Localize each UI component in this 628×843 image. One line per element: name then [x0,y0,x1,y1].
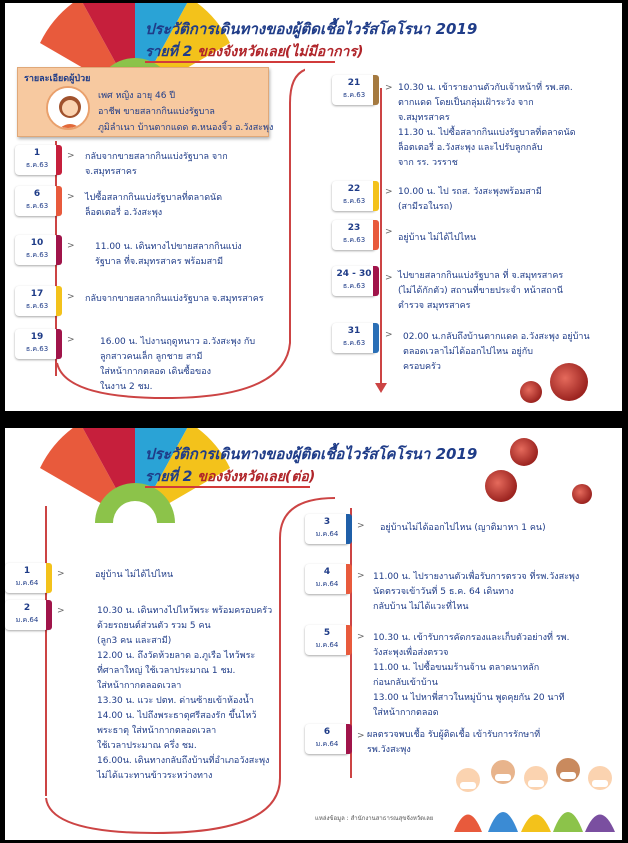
chevron-icon: > [67,335,75,345]
date-badge: 21 ธ.ค.63 [332,75,376,105]
chevron-icon: > [57,569,65,579]
event-text: กลับจากขายสลากกินแบ่งรัฐบาล จ.สมุทรสาคร [85,294,264,304]
chevron-icon: > [385,227,393,237]
chevron-icon: > [357,521,365,531]
date-badge: 5 ม.ค.64 [305,625,349,655]
virus-icon [510,438,538,466]
subtitle-main: ของจังหวัดเลย(ต่อ) [197,469,316,485]
chevron-icon: > [67,151,75,161]
date-badge: 2 ม.ค.64 [5,600,49,630]
chevron-icon: > [385,83,393,93]
virus-icon [485,470,517,502]
event-text: 11.00 น. ไปรายงานตัวเพื่อรับการตรวจ ที่รพ.วังสะพุง นัดตรวจเข้าวันที่ 5 ธ.ค. 64 เดินทาง กลับบ้าน ไม่ได้แวะที่ไหน [373,572,580,612]
date-badge: 3 ม.ค.64 [305,514,349,544]
source-credit: แหล่งข้อมูล : สำนักงานสาธารณสุขจังหวัดเลย [315,815,434,822]
event-text: 10.00 น. ไป รถส. วังสะพุงพร้อมสามี (สามีรอในรถ) [398,187,542,212]
date-badge: 31 ธ.ค.63 [332,323,376,353]
event-text: 16.00 น. ไปงานฤดูหนาว อ.วังสะพุง กับ ลูกสาวคนเล็ก ลูกชาย สามี ใส่หน้ากากตลอด เดินซื้อของ ในงาน 2 ชม. [100,337,256,392]
chevron-icon: > [357,571,365,581]
event-text: กลับจากขายสลากกินแบ่งรัฐบาล จาก จ.สมุทรสาคร [85,152,228,177]
chevron-icon: > [357,632,365,642]
timeline-panel-1 [5,3,622,411]
event-text: ผลตรวจพบเชื้อ รับผู้ติดเชื้อ เข้ารับการรักษาที่ รพ.วังสะพุง [367,730,541,755]
date-badge: 1 ม.ค.64 [5,563,49,593]
timeline-arrow-icon [375,383,387,393]
patient-hometown: ภูมิลำเนา บ้านตากแดด ต.หนองจิ้ว อ.วังสะพุง [98,123,274,133]
date-badge: 22 ธ.ค.63 [332,181,376,211]
date-badge: 19 ธ.ค.63 [15,329,59,359]
page-subtitle [145,41,363,63]
page-title: ประวัติการเดินทางของผู้ติดเชื้อไวรัสโคโรนา 2019 [145,445,478,463]
subtitle-prefix: รายที่ 2 [145,469,198,485]
date-badge: 10 ธ.ค.63 [15,235,59,265]
date-badge: 1 ธ.ค.63 [15,145,59,175]
event-text: อยู่บ้าน ไม่ได้ไปไหน [95,570,174,580]
date-badge: 23 ธ.ค.63 [332,220,376,250]
chevron-icon: > [385,187,393,197]
subtitle-main: ของจังหวัดเลย(ไม่มีอาการ) [197,44,364,60]
chevron-icon: > [57,606,65,616]
page-title: ประวัติการเดินทางของผู้ติดเชื้อไวรัสโคโรนา 2019 [145,20,478,38]
event-text: 10.30 น. เดินทางไปไหว้พระ พร้อมครอบครัว ด้วยรถยนต์ส่วนตัว รวม 5 คน (ลูก3 คน และสามี) 12.00 น. ถึงวัดห้วยลาด อ.ภูเรือ ไหว้พระ ที่ศาลาใหญ่ ใช้เวลาประมาณ 1 ชม. ใส่หน้ากากตลอดเวลา 13.30 น. แวะ ปตท. ด่านซ้ายเข้าห้องน้ำ 14.00 น. ไปถึงพระธาตุศรีสองรัก ขึ้นไหว้ พระธาตุ ใส่หน้ากากตลอดเวลา ใช้เวลาประมาณ ครึ่ง ชม. 16.00น. เดินทางกลับถึงบ้านที่อำเภอวังสะพุง ไม่ได้แวะทานข้าวระหว่างทาง [97,606,273,781]
timeline-line-right [380,88,382,388]
people-in-masks-illustration [448,742,618,832]
timeline-panel-2 [5,428,622,840]
date-badge: 6 ธ.ค.63 [15,186,59,216]
event-text: อยู่บ้านไม่ได้ออกไปไหน (ญาติมาหา 1 คน) [380,523,546,533]
event-text: 11.00 น. เดินทางไปขายสลากกินแบ่ง รัฐบาล ที่จ.สมุทรสาคร พร้อมสามี [95,242,242,267]
virus-icon [572,484,592,504]
date-badge: 4 ม.ค.64 [305,564,349,594]
chevron-icon: > [67,241,75,251]
event-text: 10.30 น. เข้ารายงานตัวกับเจ้าหน้าที่ รพ.สต. ตากแดด โดยเป็นกลุ่มเฝ้าระวัง จาก จ.สมุทรสาคร 11.30 น. ไปซื้อสลากกินแบ่งรัฐบาลที่ตลาดนัด ล็อตเตอรี่ อ.วังสะพุง และไปรับลูกกลับ จาก รร. วรราช [398,83,576,168]
event-text: ไปขายสลากกินแบ่งรัฐบาล ที่ จ.สมุทรสาคร (ไม่ได้กักตัว) สถานที่ขายประจำ หน้าสถานี ตำรวจ สมุทรสาคร [398,271,564,311]
virus-icon [550,363,588,401]
date-badge: 6 ม.ค.64 [305,724,349,754]
virus-icon [520,381,542,403]
chevron-icon: > [385,330,393,340]
subtitle-prefix: รายที่ 2 [145,44,198,60]
chevron-icon: > [357,731,365,741]
date-badge: 24 - 30 ธ.ค.63 [332,266,376,296]
patient-occupation: อาชีพ ขายสลากกินแบ่งรัฐบาล [98,107,215,117]
event-text: อยู่บ้าน ไม่ได้ไปไหน [398,233,477,243]
chevron-icon: > [67,292,75,302]
patient-info-header: รายละเอียดผู้ป่วย [24,74,91,84]
chevron-icon: > [67,192,75,202]
event-text: 10.30 น. เข้ารับการคัดกรองและเก็บตัวอย่างที่ รพ. วังสะพุงเพื่อส่งตรวจ 11.00 น. ไปซื้อขนมร้านจ้าน ตลาดนาหลัก ก่อนกลับเข้าบ้าน 13.00 น ไปหาพี่สาวในหมู่บ้าน พูดคุยกัน 20 นาที ใส่หน้ากากตลอด [373,633,570,718]
chevron-icon: > [385,273,393,283]
patient-gender-age: เพศ หญิง อายุ 46 ปี [98,91,176,101]
event-text: ไปซื้อสลากกินแบ่งรัฐบาลที่ตลาดนัด ล็อตเตอรี่ อ.วังสะพุง [85,193,223,218]
event-text: 02.00 น.กลับถึงบ้านตากแดด อ.วังสะพุง อยู่บ้าน ตลอดเวลาไม่ได้ออกไปไหน อยู่กับ ครอบครัว [403,332,590,372]
date-badge: 17 ธ.ค.63 [15,286,59,316]
